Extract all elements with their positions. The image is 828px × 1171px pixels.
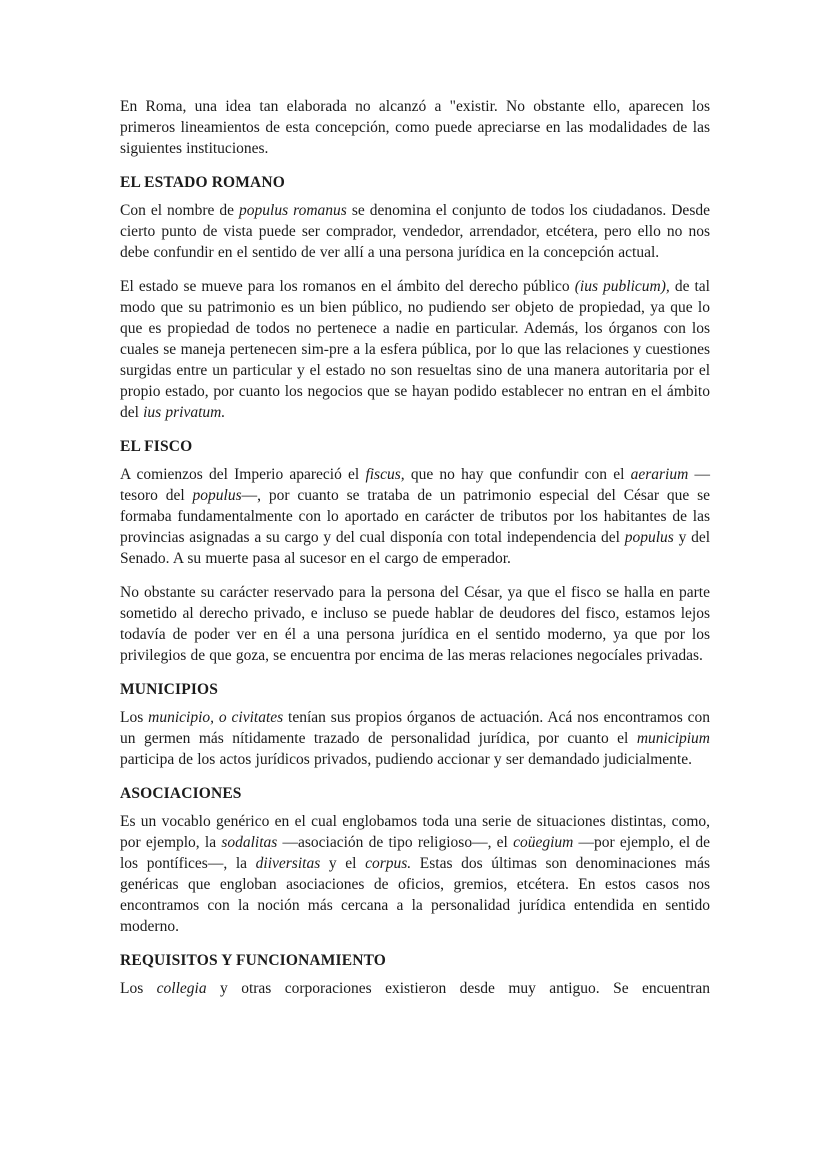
section-heading: REQUISITOS Y FUNCIONAMIENTO [120, 952, 387, 969]
section-heading: MUNICIPIOS [120, 681, 219, 698]
italic-text-run: populus [192, 487, 242, 504]
italic-text-run: ius privatum. [143, 404, 226, 421]
italic-text-run: corpus. [365, 855, 412, 872]
italic-text-run: municipium [636, 730, 710, 747]
paragraph [120, 96, 710, 159]
text-run: —tesoro del [120, 466, 710, 504]
italic-text-run: (ius publicum), [574, 278, 670, 295]
italic-text-run: fiscus, [365, 466, 405, 483]
text-run: —, por cuanto se trataba de un patrimonio especial del César que se formaba fundamentalmente con lo aportado en carácter de tributos por los habitantes de las provincias asignadas a su cargo y del cual disponía con total independencia del [120, 487, 710, 546]
italic-text-run: populus [624, 529, 674, 546]
text-run: —por ejemplo, el de los pontífices—, la [120, 834, 710, 872]
text-run: A comienzos del Imperio apareció el [120, 466, 366, 483]
italic-text-run: coüegium [513, 834, 574, 851]
italic-text-run: collegia [156, 980, 207, 997]
italic-text-run: sodalitas [221, 834, 278, 851]
text-run: y el [320, 855, 366, 872]
italic-text-run: diiversitas [255, 855, 321, 872]
paragraph [120, 582, 710, 666]
text-run: se denomina el conjunto de todos los ciudadanos. Desde cierto punto de vista puede ser comprador, vendedor, arrendador, etcétera, pero ello no nos debe confundir en el sentido de ver allí a una persona jurídica en la concepción actual. [120, 202, 710, 261]
italic-text-run: municipio, o civitates [148, 709, 284, 726]
text-run: y del Senado. A su muerte pasa al sucesor en el cargo de emperador. [120, 529, 711, 567]
text-run: y otras corporaciones existieron desde muy antiguo. Se encuentran [206, 980, 710, 997]
italic-text-run: aerarium [630, 466, 689, 483]
text-run: Los [120, 980, 157, 997]
text-run: tenían sus propios órganos de actuación. Acá nos encontramos con un germen más nítidamente trazado de personalidad jurídica, por cuanto el [120, 709, 711, 747]
text-run: Estas dos últimas son denominaciones más genéricas que engloban asociaciones de oficios, gremios, etcétera. En estos casos nos encontramos con la noción más cercana a la personalidad jurídica entendida en sentido moderno. [120, 855, 710, 935]
text-run: —asociación de tipo religioso—, el [277, 834, 514, 851]
paragraph [120, 811, 710, 937]
section-heading: EL ESTADO ROMANO [120, 174, 285, 191]
italic-text-run: populus romanus [239, 202, 347, 219]
paragraph [120, 200, 710, 263]
text-run: participa de los actos jurídicos privados, pudiendo accionar y ser demandado judicialmente. [120, 751, 692, 768]
text-run: Los [120, 709, 149, 726]
text-run: que no hay que confundir con el [404, 466, 631, 483]
section-heading: EL FISCO [120, 438, 193, 455]
text-run: Con el nombre de [120, 202, 240, 219]
text-run: El estado se mueve para los romanos en el ámbito del derecho público [120, 278, 575, 295]
paragraph [120, 464, 710, 569]
document-content [120, 96, 710, 1012]
section-heading: ASOCIACIONES [120, 785, 242, 802]
paragraph [120, 707, 710, 770]
paragraph [120, 276, 710, 423]
text-run: No obstante su carácter reservado para la persona del César, ya que el fisco se halla en parte sometido al derecho privado, e incluso se puede hablar de deudores del fisco, estamos lejos todavía de poder ver en él a una persona jurídica en el sentido moderno, ya que por los privilegios de que goza, se encuentra por encima de las meras relaciones negocíales privadas. [120, 584, 710, 664]
text-run: En Roma, una idea tan elaborada no alcanzó a "existir. No obstante ello, aparecen los primeros lineamientos de esta concepción, como puede apreciarse en las modalidades de las siguientes instituciones. [120, 98, 710, 157]
text-run: de tal modo que su patrimonio es un bien público, no pudiendo ser objeto de propiedad, ya que lo que es propiedad de todos no pertenece a nadie en particular. Además, los órganos con los cuales se maneja pertenecen sim-pre a la esfera pública, por lo que las relaciones y cuestiones surgidas entre un particular y el estado no son resueltas sino de una manera autoritaria por el propio estado, por cuanto los negocios que se hayan podido establecer no entran en el ámbito del [120, 278, 710, 421]
text-run: Es un vocablo genérico en el cual englobamos toda una serie de situaciones distintas, como, por ejemplo, la [120, 813, 710, 851]
paragraph [120, 978, 710, 999]
